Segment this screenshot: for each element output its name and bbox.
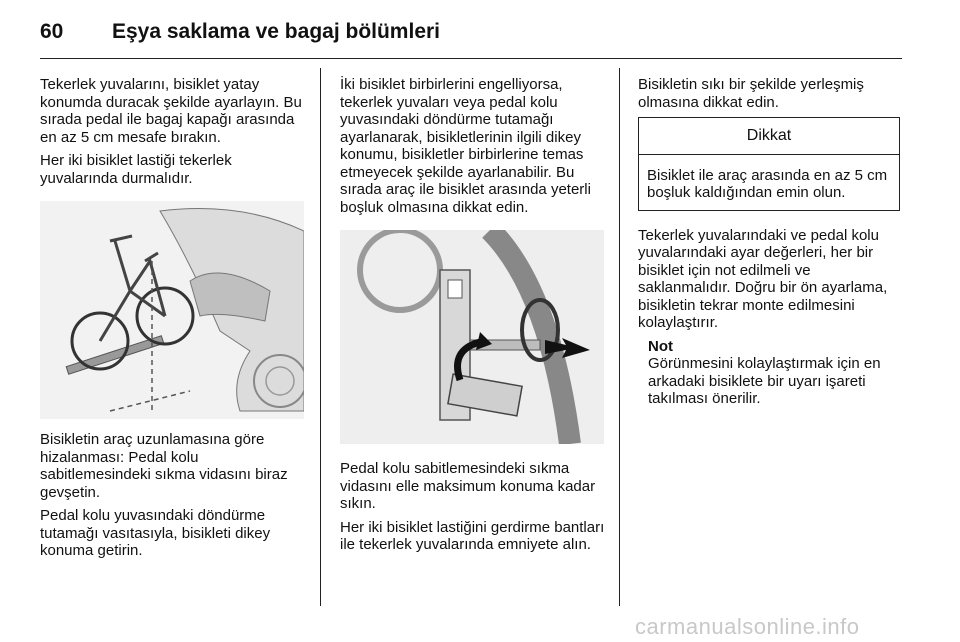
page-number: 60 <box>40 20 64 43</box>
warning-title: Dikkat <box>639 118 899 155</box>
column-divider <box>619 68 620 606</box>
bike-rack-illustration <box>40 201 304 419</box>
page-title: Eşya saklama ve bagaj bölümleri <box>112 20 441 43</box>
pedal-clamp-illustration <box>340 230 604 444</box>
page-header <box>40 18 902 59</box>
paragraph: Tekerlek yuvalarındaki ve pedal kolu yuvalarındaki ayar değerleri, her bir bisiklet için not edilmeli ve saklanmalıdır. Doğru bir ön ayarlama, bisikletin tekrar monte edilmesini kolaylaştırır. <box>638 226 888 331</box>
note-box <box>648 338 906 408</box>
paragraph: Pedal kolu yuvasındaki döndürme tutamağı vasıtasıyla, bisikleti dikey konuma getirin. <box>40 507 271 559</box>
column-2 <box>340 76 608 560</box>
paragraph: Pedal kolu sabitlemesindeki sıkma vidasını elle maksimum konuma kadar sıkın. <box>340 460 596 512</box>
note-title: Not <box>648 337 673 355</box>
paragraph: Bisikletin araç uzunlamasına göre hizalanması: Pedal kolu sabitlemesindeki sıkma vidasını biraz gevşetin. <box>40 431 288 501</box>
warning-text: Bisiklet ile araç arasında en az 5 cm boşluk kaldığından emin olun. <box>647 166 888 201</box>
note-text: Görünmesini kolaylaştırmak için en arkadaki bisiklete bir uyarı işareti takılması önerilir. <box>648 355 881 407</box>
watermark: carmanualsonline.info <box>635 614 860 639</box>
column-1 <box>40 76 308 566</box>
paragraph: Tekerlek yuvalarını, bisiklet yatay konumda duracak şekilde ayarlayın. Bu sırada pedal ile bagaj kapağı arasında en az 5 cm mesafe bırakın. <box>40 76 302 146</box>
paragraph: Bisikletin sıkı bir şekilde yerleşmiş olmasına dikkat edin. <box>638 76 864 111</box>
paragraph: Her iki bisiklet lastiğini gerdirme bantları ile tekerlek yuvalarında emniyete alın. <box>340 518 605 553</box>
column-3 <box>638 76 906 408</box>
warning-box <box>638 117 900 211</box>
column-divider <box>320 68 321 606</box>
paragraph: İki bisiklet birbirlerini engelliyorsa, tekerlek yuvaları veya pedal kolu yuvasındaki döndürme tutamağı ayarlanarak, bisikletlerinin ilgili dikey konumu, bisikletler birbirlerine temas etmeyecek şekilde ayarlanabilir. Bu sırada araç ile bisiklet arasında yeterli boşluk olmasına dikkat edin. <box>340 76 591 216</box>
paragraph: Her iki bisiklet lastiği tekerlek yuvalarında durmalıdır. <box>40 152 232 187</box>
